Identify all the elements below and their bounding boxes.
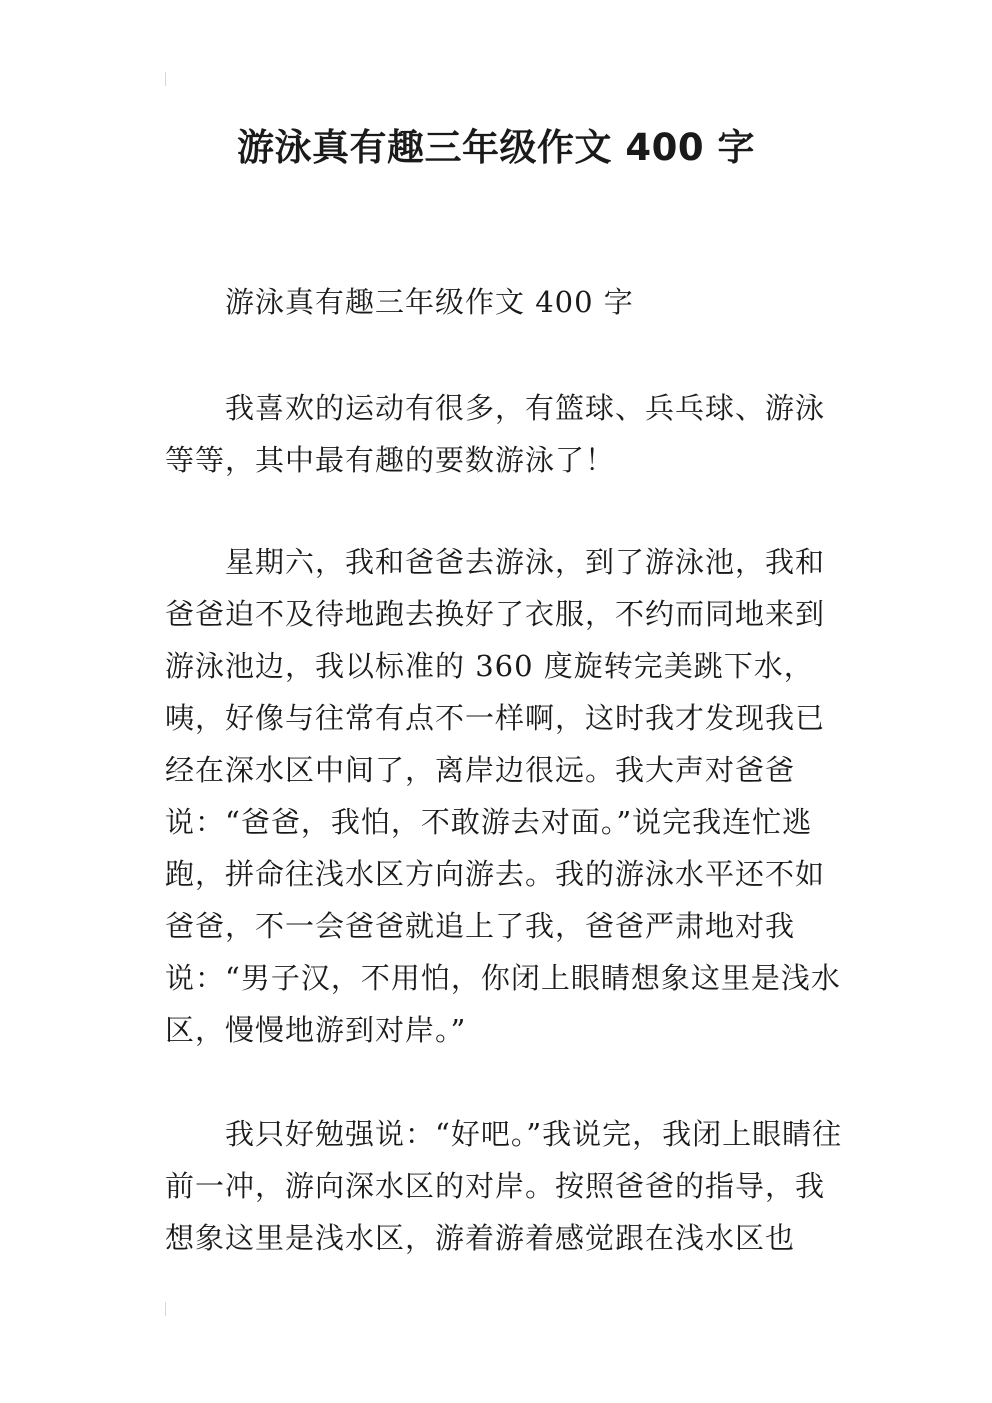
- page-corner-mark-bottom: [165, 1302, 166, 1316]
- paragraph-1: 我喜欢的运动有很多，有篮球、兵乓球、游泳等等，其中最有趣的要数游泳了！: [165, 391, 826, 477]
- document-title: 游泳真有趣三年级作文 400 字: [237, 126, 755, 169]
- document-subtitle: 游泳真有趣三年级作文 400 字: [225, 285, 634, 319]
- paragraph-2: 星期六，我和爸爸去游泳，到了游泳池，我和爸爸迫不及待地跑去换好了衣服，不约而同地来到游泳池边，我以标准的 360 度旋转完美跳下水，咦，好像与往常有点不一样啊，这时我才发现我已经在深水区中间了，离岸边很远。我大声对爸爸说：“爸爸，我怕，不敢游去对面。”说完我连忙逃跑，拼命往浅水区方向游去。我的游泳水平还不如爸爸，不一会爸爸就追上了我，爸爸严肃地对我说：“男子汉，不用怕，你闭上眼睛想象这里是浅水区，慢慢地游到对岸。”: [165, 545, 841, 1047]
- page-corner-mark-top: [165, 72, 166, 86]
- paragraph-3: 我只好勉强说：“好吧。”我说完，我闭上眼睛往前一冲，游向深水区的对岸。按照爸爸的指导，我想象这里是浅水区，游着游着感觉跟在浅水区也: [165, 1117, 843, 1255]
